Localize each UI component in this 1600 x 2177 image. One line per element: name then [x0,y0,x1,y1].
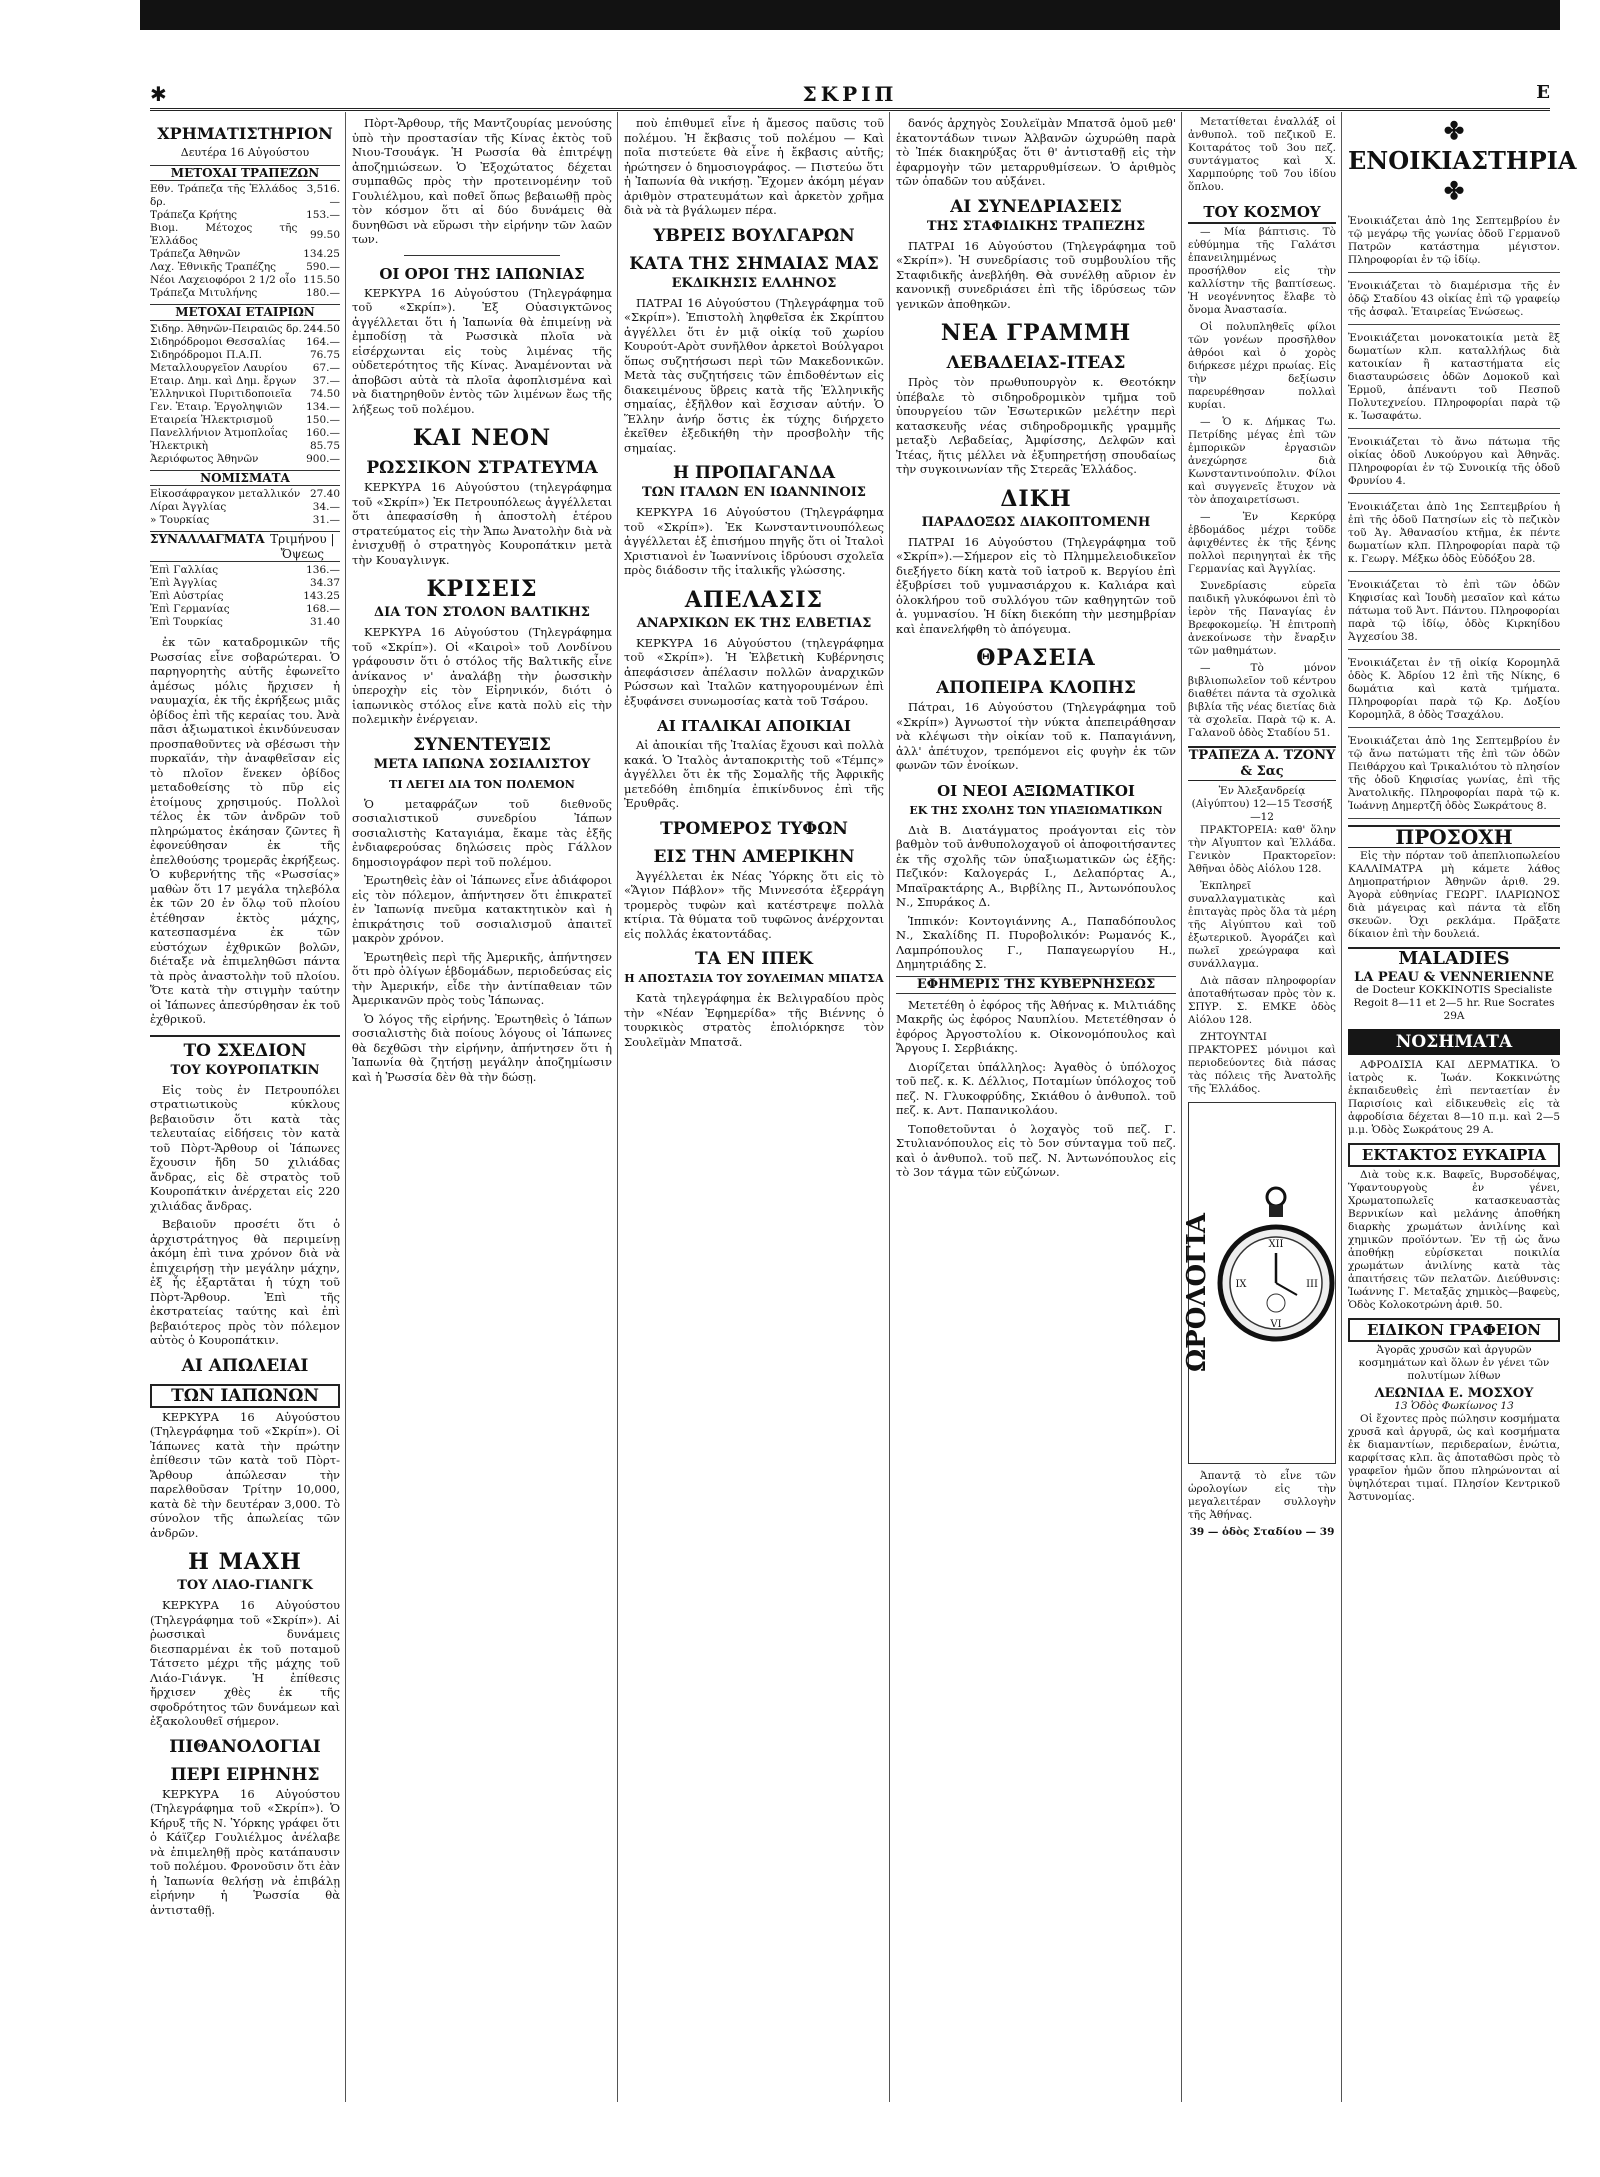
article-text: ΠΑΤΡΑΙ 16 Αὐγούστου (Τηλεγράφημα τοῦ «Σκρίπ»). Ἡ συνεδρίασις τοῦ συμβουλίου τῆς Σταφιδικῆς ἀνεβλήθη. Θὰ συνέλθῃ αὔριον ἐν κανονικῇ συνεδριάσει ἐπὶ τῆς ἱδρύσεως τῶν γενικῶν ἀποθηκῶν. [896,238,1176,311]
table-row [150,222,340,248]
article-text: Ὁ μεταφράζων τοῦ διεθνοῦς σοσιαλιστικοῦ συνεδρίου Ἰάπων σοσιαλιστὴς Καταγιάμα, ἔκαμε τὰς ἑξῆς ἐνδιαφερούσας δηλώσεις πρὸς Γάλλον δημοσιογράφον περὶ τοῦ πολέμου. [352,796,612,869]
bank-agency: ΠΡΑΚΤΟΡΕΙΑ: καθ' ὅλην τὴν Αἴγυπτον καὶ Ἑλλάδα. Γενικὸν Πρακτορεῖον: Ἀθῆναι ὁδὸς Αἰόλου 128. [1188,824,1336,875]
coins-table [150,488,340,527]
article-text: Οἱ πολυπληθεῖς φίλοι τῶν γονέων προσῆλθον ἀθρόοι καὶ ὁ χορὸς διήρκεσε μέχρι πρωίας. Εἰς τὴν δεξίωσιν παρευρέθησαν πολλαὶ κυρίαι. [1188,321,1336,411]
column-rule [345,112,346,2102]
row-value: 160.— [306,426,340,439]
table-row [150,336,340,349]
row-value: 143.25 [303,590,340,602]
row-label: Λίραι Ἀγγλίας [150,501,227,513]
headline-rent-text: ΕΝΟΙΚΙΑΣΤΗΡΙΑ [1348,146,1577,175]
table-row [150,287,340,300]
row-label: Ἀεριόφωτος Ἀθηνῶν [150,452,259,465]
headline-meetings: ΑΙ ΣΥΝΕΔΡΙΑΣΕΙΣ [950,196,1122,217]
column-4 [896,116,1176,2116]
svg-text:III: III [1306,1279,1318,1290]
article-text: Ἐρωτηθεὶς περὶ τῆς Ἀμερικῆς, ἀπήντησεν ὅτι πρὸ ὀλίγων ἑβδομάδων, περιοδεύσας εἰς τὴν Ἀμερικήν, εἶδε τὴν ἀντίπαθειαν τῶν Ἀμερικανῶν πρὸς τοὺς Ἰάπωνας. [352,949,612,1007]
headline-crisis: ΚΡΙΣΕΙΣ [426,576,538,602]
article-text: Εἰς τοὺς ἐν Πετρουπόλει στρατιωτικοὺς κύκλους βεβαιοῦσιν ὅτι κατὰ τὰς τελευταίας εἰδήσεις τὸν κατὰ τοῦ Πὸρτ-Ἄρθουρ οἱ Ἰάπωνες ἔχουσιν ἤδη 50 χιλιάδας ἄνδρας, εἰς δὲ στρατὸς τοῦ Κουροπάτκιν ἀνέρχεται εἰς 220 χιλιάδας ἄνδρας. [150,1082,340,1213]
ornament-icon: ✤ [1443,116,1465,145]
maladies-hours: Regoit 8—11 et 2—5 hr. Rue Socrates 29A [1353,997,1555,1022]
row-value: 3,516.— [306,183,340,208]
article-text: — Ἐν Κερκύρᾳ ἑβδομάδος μέχρι τοῦδε ἀφιχθέντες ἐκ τῆς ξένης πολλοὶ περιηγηταὶ ἐκ τῆς Γερμανίας καὶ Ἀγγλίας. [1188,511,1336,575]
banks-title: ΜΕΤΟΧΑΙ ΤΡΑΠΕΖΩΝ [150,165,340,182]
row-label: Λαχ. Ἐθνικῆς Τραπέζης [150,261,277,273]
article-text: Τοποθετοῦνται ὁ λοχαγὸς τοῦ πεζ. Γ. Στυλιανόπουλος εἰς τὸ 5ον σύνταγμα τοῦ πεζ. καὶ ὁ ἀνθυπολ. τοῦ πεζ. Ν. Ἀντωνόπουλος εἰς τὸ 3ον τάγμα τῶν εὐζώνων. [896,1121,1176,1179]
headline-newline: ΝΕΑ ΓΡΑΜΜΗ [940,320,1132,346]
article-text: Ὁ λόγος τῆς εἰρήνης. Ἐρωτηθεὶς ὁ Ἰάπων σοσιαλιστὴς διὰ ποίους λόγους οἱ Ἰάπωνες θὰ δεχθῶσι τὴν εἰρήνην, ἀπήντησεν ὅτι ἡ Ἰαπωνία θὰ ζητήσῃ μεγάλην ἀποζημίωσιν καὶ ἡ Ῥωσσία δὲν θὰ τὴν δώσῃ. [352,1011,612,1084]
row-label: Σιδηρόδρομοι Θεσσαλίας [150,335,286,348]
article-text: Ἐρωτηθεὶς ἐὰν οἱ Ἰάπωνες εἶνε ἀδιάφοροι εἰς τὸν πόλεμον, ἀπήντησεν ὅτι ἐπικρατεῖ ἐν Ἰαπωνίᾳ πνεῦμα κατακτητικὸν καὶ ἡ ἐπικράτησις τοῦ σοσιαλισμοῦ ἀπαιτεῖ μακρὸν χρόνον. [352,873,612,945]
headline-ipek: ΤΑ ΕΝ ΙΠΕΚ [695,949,813,969]
headline-plan: ΤΟ ΣΧΕΔΙΟΝ [150,1035,340,1061]
banks-table [150,183,340,300]
companies-table [150,323,340,466]
row-label: Σιδηρόδρομοι Π.Α.Π. [150,348,262,361]
article-text: — Ὁ κ. Δήμκας Τω. Πετρίδης μέγας ἐπὶ τῶν ἐμπορικῶν ἐργασιῶν ἀνεχώρησε διὰ Κωνσταντινούπολιν. Φίλοι καὶ συγγενεῖς ἔτυχον νὰ τὸν ἀποχαιρετίσωσι. [1188,416,1336,506]
office-name: ΛΕΩΝΙΔΑ Ε. ΜΟΣΧΟΥ [1374,1386,1534,1401]
row-label: Ἐπὶ Τουρκίας [150,616,223,628]
divider [404,255,560,256]
headline-gov: ΕΦΗΜΕΡΙΣ ΤΗΣ ΚΥΒΕΡΝΗΣΕΩΣ [896,976,1176,994]
headline-expulsion-sub: ΑΝΑΡΧΙΚΩΝ ΕΚ ΤΗΣ ΕΛΒΕΤΙΑΣ [636,615,872,631]
row-label: Γεν. Ἑταιρ. Ἐργοληψιῶν [150,400,283,413]
row-value: 27.40 [309,488,340,500]
article-text: Πάτραι, 16 Αὐγούστου (Τηλεγράφημα τοῦ «Σκρίπ») Ἀγνωστοί τὴν νύκτα ἀπεπειράθησαν νὰ κλέψωσι τὴν οἰκίαν τοῦ κ. Παπαγιάννη, ἀλλ' ἀπέτυχον, τρεπόμενοι εἰς φυγὴν ἐκ τῶν φωνῶν τῶν ἐνοίκων. [896,700,1176,772]
headline-trial-sub: ΠΑΡΑΔΟΞΩΣ ΔΙΑΚΟΠΤΟΜΕΝΗ [921,514,1151,530]
headline-army: ΚΑΙ ΝΕΟΝ [412,425,552,451]
row-label: Μεταλλουργεῖον Λαυρίου [150,361,288,374]
diseases-text: ΑΦΡΟΔΙΣΙΑ ΚΑΙ ΔΕΡΜΑΤΙΚΑ. Ὁ ἰατρὸς κ. Ἰωάν. Κοκκινώτης ἐκπαιδευθεὶς ἐπὶ πενταετίαν ἐν Παρισίοις καὶ εἰδικευθεὶς εἰς τὰ ἀφροδίσια δέχεται 8—10 π.μ. καὶ 2—5 μ.μ. Ὁδὸς Σωκράτους 29 Α. [1348,1059,1560,1136]
table-row [150,209,340,222]
bank-agents: ΖΗΤΟΥΝΤΑΙ ΠΡΑΚΤΟΡΕΣ μόνιμοι καὶ περιοδεύοντες διὰ πάσας τὰς πόλεις τῆς Ἀνατολῆς τῆς Ἑλλάδος. [1188,1031,1336,1095]
headline-peace-sub: ΠΕΡΙ ΕΙΡΗΝΗΣ [170,1764,320,1785]
row-value: 31.40 [309,616,340,628]
headline-theft: ΘΡΑΣΕΙΑ [976,645,1096,671]
article-text: ΚΕΡΚΥΡΑ 16 Αὐγούστου (Τηλεγράφημα τοῦ «Σκρίπ»). Αἱ ῥωσσικαὶ δυνάμεις διεσπαρμέναι ἐκ τοῦ ποταμοῦ Τάτσετο μέχρι τῆς μάχης τοῦ Λιάο-Γιάνγκ. Ἡ ἐπίθεσις ἤρχισεν χθὲς ἐκ τῆς σφοδρότητος τῶν δυνάμεων καὶ ἐξακολουθεῖ σήμερον. [150,1598,340,1728]
table-row [150,501,340,514]
column-6 [1348,116,1577,2116]
table-row [150,564,340,577]
watch-address: 39 — ὁδὸς Σταδίου — 39 [1189,1526,1335,1538]
row-label: Ἠλεκτρικὴ [150,439,209,452]
row-label: Τράπεζα Μιτυλήνης [150,287,258,299]
row-label: Εθν. Τράπεζα τῆς Ἑλλάδος δρ. [150,183,298,208]
row-value: 37.— [312,374,340,387]
column-rule [1341,112,1342,2102]
row-value: 164.— [306,335,340,348]
row-label: Σιδηρ. Ἀθηνῶν-Πειραιῶς δρ. [150,322,302,335]
headline-terms: ΟΙ ΟΡΟΙ ΤΗΣ ΙΑΠΩΝΙΑΣ [379,264,585,283]
fx-sub: Τριμήνου | Ὄψεως [270,532,335,561]
article-text: Συνεδρίασις εὐρεῖα παιδικῆ γλυκόφωνοι ἐπὶ τὸ ἱερὸν τῆς Παναγίας ἐν Βρεφοκομείῳ. Ἡ ἐπιτροπὴ ἀνεκοίνωσε τὴν ἔναρξιν τῶν μαθημάτων. [1188,580,1336,657]
article-text: Διὰ Β. Διατάγματος προάγονται εἰς τὸν βαθμὸν τοῦ ἀνθυπολοχαγοῦ οἱ ἀποφοιτήσαντες ἐκ τῆς σχολῆς τῶν ὑπαξιωματικῶν ὡς ἑξῆς: Πεζικόν: Καλογεράς Ι., Δελαπόρτας Α., Μπαϊρακτάρης Α., Βιρβίλης Π., Ἀντωνόπουλος Ν., Σπυράκος Δ. [896,822,1176,909]
row-label: Βιομ. Μέτοχος τῆς Ἑλλάδος [150,222,298,247]
column-rule [617,112,618,2102]
maladies-title: MALADIES [1348,947,1560,969]
row-value: 34.— [312,501,340,513]
column-rule [889,112,890,2102]
headline-insults: ΥΒΡΕΙΣ ΒΟΥΛΓΑΡΩΝ [653,225,855,246]
table-row [150,183,340,209]
row-value: 900.— [306,452,340,465]
watch-label: ΩΡΟΛΟΓΙΑ [1182,1213,1212,1373]
pocket-watch-icon [1217,1183,1335,1383]
table-row [150,362,340,375]
rent-ad: Ἐνοικιάζεται ἐν τῇ οἰκίᾳ Κορομηλᾶ ὁδὸς Κ. Ἀδρίου 12 ἐπὶ τῆς Νίκης, 6 δωμάτια καὶ κατὰ τμήματα. Πληροφορίαι παρὰ τῷ Κρ. Δοξίου Κορομηλᾶ, 8 ὁδὸς Τσαχάλου. [1348,654,1560,728]
top-dark-band [140,0,1560,30]
ornament-icon: ✤ [1443,176,1465,205]
fx-header [150,531,340,562]
row-label: Εἰκοσάφραγκον μεταλλικόν [150,488,301,500]
headline-crisis-sub: ΔΙΑ ΤΟΝ ΣΤΟΛΟΝ ΒΑΛΤΙΚΗΣ [374,605,590,620]
article-text: ΚΕΡΚΥΡΑ 16 Αὐγούστου (Τηλεγράφημα τοῦ «Σκρίπ»). Οἱ Ἰάπωνες κατὰ τὴν πρώτην ἐπίθεσιν τῶν κατὰ τοῦ Πὸρτ-Ἄρθουρ ἀπώλεσαν τὴν παρελθοῦσαν Τρίτην 10,000, κατὰ δὲ τὴν δευτέραν 3,000. Τὸ σύνολον τῆς ἀπωλείας τῶν ἀνδρῶν. [150,1409,340,1540]
headline-officers-sub: ΕΚ ΤΗΣ ΣΧΟΛΗΣ ΤΩΝ ΥΠΑΞΙΩΜΑΤΙΚΩΝ [909,803,1163,817]
table-row [150,427,340,440]
headline-army-sub: ΡΩΣΣΙΚΟΝ ΣΤΡΑΤΕΥΜΑ [366,458,598,478]
row-label: Εταιρεία Ἠλεκτρισμοῦ [150,413,273,426]
table-row [150,590,340,603]
headline-expulsion: ΑΠΕΛΑΣΙΣ [684,586,824,613]
table-row [150,603,340,616]
headline-officers: ΟΙ ΝΕΟΙ ΑΞΙΩΜΑΤΙΚΟΙ [937,781,1135,800]
article-text: — Τὸ μόνον βιβλιοπωλεῖον τοῦ κέντρου διαθέτει πάντα τὰ σχολικὰ βιβλία τῆς νέας διετίας διὰ τὰ σχολεῖα. Παρὰ τῷ κ. Α. Γαλανοῦ ὁδὸς Σταδίου 51. [1188,662,1336,739]
table-row [150,323,340,336]
headline-theft-sub: ΑΠΟΠΕΙΡΑ ΚΛΟΠΗΣ [936,678,1136,698]
stock-date: Δευτέρα 16 Αὐγούστου [180,146,310,159]
rent-ad: Ἐνοικιάζεται μονοκατοικία μετὰ ἓξ δωματίων κλπ. καταλλήλως διὰ κατοικίαν ἢ καταστήματα εἰς διασταυρώσεις ὁδῶν Δομοκοῦ καὶ Ἑρμοῦ, ἀπέναντι τοῦ Πεσποῦ Πολυτεχνείου. Πληροφορίαι παρὰ τῷ κ. Ἰωσαφάτω. [1348,329,1560,429]
watch-advertisement [1182,1102,1336,1464]
rent-ad: Ἐνοικιάζεται τὸ διαμέρισμα τῆς ἐν ὁδῷ Σταδίου 43 οἰκίας ἐπὶ τῷ γραφείῳ τῆς ἀσφαλ. Ἑταιρείας Ἑνώσεως. [1348,277,1560,325]
row-label: Ἐπὶ Ἀγγλίας [150,577,218,589]
row-label: Τράπεζα Κρήτης [150,209,238,221]
article-text: Βεβαιοῦν προσέτι ὅτι ὁ ἀρχιστράτηγος θὰ περιμείνῃ ἀκόμη ἐπὶ τινα χρόνον διὰ νὰ ἐπιχειρήσῃ τὴν μεγάλην μάχην, ἐξ ἧς ἐξαρτᾶται ἡ τύχη τοῦ Πὸρτ-Ἄρθουρ. Ἐπὶ τῆς ἐκστρατείας ταύτης καὶ ἐπὶ βεβαιότερος πρὸς τὸν πόλεμον αὐτὸς ὁ Κουροπάτκιν. [150,1217,340,1347]
headline-rent [1348,116,1577,206]
headline-peace: ΠΙΘΑΝΟΛΟΓΙΑΙ [169,1736,321,1757]
masthead-title: ΣΚΡΙΠ [802,82,898,106]
headline-chance: ΕΚΤΑΚΤΟΣ ΕΥΚΑΙΡΙΑ [1348,1143,1560,1167]
row-value: 134.— [306,400,340,413]
headline-world: ΤΟΥ ΚΟΣΜΟΥ [1188,202,1336,224]
article-text: δανός ἀρχηγὸς Σουλεϊμὰν Μπατσᾶ ὁμοῦ μεθ' ἑκατοντάδων τινων Ἀλβανῶν ὠχυρώθη παρὰ τὸ Ἰπέκ διακηρύξας ὅτι θ' ἀντισταθῇ εἰς τὴν ἐφαρμογὴν τῶν μεταρρυθμίσεων. Ὁ ἀριθμὸς τῶν ὀπαδῶν του αὐξάνει. [896,116,1176,188]
bank-location: Ἐν Ἀλεξανδρείᾳ (Αἰγύπτου) 12—15 Τεσσήξ—12 [1191,785,1333,823]
article-text: ΚΕΡΚΥΡΑ 16 Αὐγούστου (Τηλεγράφημα τοῦ «Σκρίπ»). Ἐκ Κωνσταντινουπόλεως ἀγγέλλεται ἐξ ἐπισήμου πηγῆς ὅτι οἱ Ἰταλοὶ Χριστιανοὶ ἐν Ἰωαννίνοις ἱδρύουσι σχολεῖα πρὸς διάδοσιν τῆς ἰταλικῆς γλώσσης. [624,505,884,577]
row-value: 76.75 [309,348,340,361]
headline-losses: ΑΙ ΑΠΩΛΕΙΑΙ [181,1355,309,1376]
row-value: 85.75 [309,439,340,452]
headline-propaganda-sub: ΤΩΝ ΙΤΑΛΩΝ ΕΝ ΙΩΑΝΝΙΝΟΙΣ [642,485,866,500]
maladies-sub: LA PEAU & VENNERIENNE [1354,970,1554,985]
table-row [150,401,340,414]
rent-ad: Ἐνοικιάζεται τὸ ἐπὶ τῶν ὁδῶν Κηφισίας καὶ Ἰουδὴ μεσαῖον καὶ κάτω πάτωμα τοῦ Ἀντ. Πάντου. Πληροφορίαι παρὰ τῷ ἰδίῳ, ὁδὸς Κιρκηίδου Ἀγχεσίου 38. [1348,576,1560,650]
article-text: Πὸρτ-Ἄρθουρ, τῆς Μαντζουρίας μενούσης ὑπὸ τὴν προστασίαν τῆς Κίνας ἐκτὸς τοῦ Νιου-Τσουάγκ. Ἡ Ρωσσία θὰ ἐπιτρέψῃ ἀποζημιώσεων. Ὁ Ἐξοχώτατος δέχεται συμπαθῶς πρὸς τὴν προτεινομένην τοῦ Γουλιέλμου, καὶ ποθεῖ ὅπως βεβαιωθῇ πρὸς τὸν κόσμον ὅτι αἱ δύο δυνάμεις θὰ δυνηθῶσι νὰ εὕρωσι τὴν εἰρήνην τῶν λαῶν των. [352,116,612,246]
row-value: 67.— [312,361,340,374]
table-row [150,375,340,388]
column-3 [624,116,884,2116]
bank-services: Ἐκπληρεῖ συναλλαγματικὰς καὶ ἐπιταγὰς πρὸς ὅλα τὰ μέρη τῆς Αἰγύπτου καὶ τοῦ ἐξωτερικοῦ. Ἀγοράζει καὶ πωλεῖ χρεώγραφα καὶ συνάλλαγμα. [1188,880,1336,970]
bank-note: Διὰ πᾶσαν πληροφορίαν ἀποταθήτωσαν πρὸς τὸν κ. ΣΠΥΡ. Σ. ΕΜΚΕ ὁδὸς Αἰόλου 128. [1188,975,1336,1026]
row-value: 34.37 [309,577,340,589]
rent-list [1348,212,1560,819]
rent-ad: Ἐνοικιάζεται ἀπὸ 1ης Σεπτεμβρίου ἐν τῷ ἄνω πατώματι τῆς ἐπὶ τῶν ὁδῶν Πειθάρχου καὶ Τρικαλιότου τὸ πλησίον τῆς ὁδοῦ Κηφισίας γωνίας, ἐπὶ τῆς Ἀνατολικῆς. Πληροφορίαι παρὰ τῷ κ. Ἰωάννῃ Δημερτζῆ ὁδὸς Σωκράτους 8. [1348,732,1560,819]
svg-text:XII: XII [1268,1239,1284,1250]
row-value: 150.— [306,413,340,426]
coins-title: ΝΟΜΙΣΜΑΤΑ [150,470,340,487]
table-row [150,488,340,501]
chance-text: Διὰ τοὺς κ.κ. Βαφεῖς, Βυρσοδέψας, Ὑφαντουργοὺς ἐν γένει, Χρωματοπωλεῖς κατασκευαστὰς Βερνικίων καὶ μελάνης ἀποθήκη διαρκὴς χρωμάτων ἀνιλίνης καὶ χημικῶν προϊόντων. Ἐν τῇ ὡς ἄνω ἀποθήκῃ εὑρίσκεται ποικιλία χρωμάτων ἀνιλίνης κατὰ τὰς ἀπαιτήσεις τῶν πελατῶν. Διεύθυνσις: Ἰωάννης Γ. Μεταξᾶς χημικὸς—βαφεὺς, Ὁδὸς Κολοκοτρώνη ἀριθ. 50. [1348,1169,1560,1311]
article-text: Ἀγγέλλεται ἐκ Νέας Ὑόρκης ὅτι εἰς τὸ «Ἅγιον Πάβλον» τῆς Μιννεσότα ἐξερράγη τρομερὸς τυφὼν καὶ κατέστρεψε πολλὰ κτίρια. Τὰ θύματα τοῦ τυφῶνος ἀνέρχονται εἰς πολλάς ἑκατοντάδας. [624,868,884,941]
table-row [150,248,340,261]
article-text: Αἱ ἀποικίαι τῆς Ἰταλίας ἔχουσι καὶ πολλὰ κακά. Ὁ Ἰταλὸς ἀνταποκριτὴς τοῦ «Τέμπς» ἀγγέλλει ὅτι ἐκ τῆς Σομαλῆς τῆς Ἀφρικῆς μετεδόθη ἐπιδημία ἐπικίνδυνος ἐπὶ τῆς Ἐρυθρᾶς. [624,738,884,810]
headline-insults-sub: ΚΑΤΑ ΤΗΣ ΣΗΜΑΙΑΣ ΜΑΣ [629,253,879,274]
row-label: Εταιρ. Δημ. καὶ Δημ. ἔργων [150,374,297,387]
row-value: 590.— [306,261,340,273]
article-text: ΚΕΡΚΥΡΑ 16 Αὐγούστου (τηλεγράφημα τοῦ «Σκρίπ») Ἐκ Πετρουπόλεως ἀγγέλλεται ὅτι ἀπεφασίσθη ἡ ἀποστολὴ ἑτέρου στρατεύματος εἰς τὴν Ἄπω Ἀνατολὴν διὰ νὰ ἐνισχυθῇ ὁ στρατηγὸς Κουροπάτκιν μετὰ τὴν Κουαγλινγκ. [352,480,612,567]
svg-text:VI: VI [1270,1319,1282,1330]
table-row [150,577,340,590]
article-text: Διορίζεται ὑπάλληλος: Ἀγαθὸς ὁ ὑπόλοχος τοῦ πεζ. κ. Κ. Δέλλιος, Ποταμίων ὑπόλοχος τοῦ πεζ. Ν. Γλυκοφρύδης, Σκιάθου ὁ ἀνθυπολ. τοῦ πεζ. κ. Αντ. Παπανικολάου. [896,1059,1176,1117]
column-rule [1181,112,1182,2102]
headline-plan-sub: ΤΟΥ ΚΟΥΡΟΠΑΤΚΙΝ [170,1062,320,1078]
article-text: ΚΕΡΚΥΡΑ 16 Αὐγούστου (Τηλεγράφημα τοῦ «Σκρίπ»). Ἐξ Οὐασιγκτῶνος ἀγγέλλεται ὅτι ἡ Ἰαπωνία θὰ ἐπιμείνῃ νὰ ἐμποδίσῃ τὰ Ρωσσικὰ πλοῖα νὰ εἰσέρχωνται εἰς τοὺς λιμένας τῆς οὐδετερότητος τῆς Κίνας. Ἀναμένονται νὰ ἀποβῶσι αὐτὰ τὰ πλοῖα ἀφοπλισμένα καὶ νὰ διατηρηθοῦν ἐντὸς τῶν λιμένων ἕως τῆς λήξεως τοῦ πολέμου. [352,285,612,416]
headline-ipek-sub: Η ΑΠΟΣΤΑΣΙΑ ΤΟΥ ΣΟΥΛΕΙΜΑΝ ΜΠΑΤΣΑ [624,972,884,985]
table-row [150,616,340,629]
office-text-2: Οἱ ἔχοντες πρὸς πώλησιν κοσμήματα χρυσᾶ καὶ ἀργυρᾶ, ὡς καὶ κοσμήματα ἐκ διαμαντίων, περιδεραίων, ἐνώτια, καρφίτσας κλπ. ἃς ἀποταθῶσι πρὸς τὸ γραφεῖον ἡμῶν ὅπου πληρώνονται αἱ ὑψηλότεραι τιμαί. Πλησίον Κεντρικοῦ Ἀστυνομίας. [1348,1413,1560,1503]
row-label: Ἐπὶ Αὐστρίας [150,590,224,602]
headline-notice: ΠΡΟΣΟΧΗ [1348,825,1560,848]
headline-meeting-sub: ΜΕΤΑ ΙΑΠΩΝΑ ΣΟΣΙΑΛΙΣΤΟΥ [373,756,591,772]
row-value: 134.25 [303,248,340,260]
table-row [150,514,340,527]
headline-trial: ΔΙΚΗ [1000,485,1072,512]
row-label: Ἐπὶ Γαλλίας [150,564,219,576]
row-value: 74.50 [309,387,340,400]
fx-table [150,564,340,629]
svg-text:IX: IX [1235,1279,1247,1290]
row-value: 99.50 [309,228,340,241]
headline-typhoon-sub: ΕΙΣ ΤΗΝ ΑΜΕΡΙΚΗΝ [653,846,855,867]
rent-ad: Ἐνοικιάζεται τὸ ἄνω πάτωμα τῆς οἰκίας ὁδοῦ Λυκούργου καὶ Ἀθηνᾶς. Πληροφορίαι ἐν τῷ Συνοικίᾳ τῆς ὁδοῦ Φρυνίου 4. [1348,433,1560,494]
table-row [150,414,340,427]
headline-battle-sub: ΤΟΥ ΛΙΑΟ-ΓΙΑΝΓΚ [177,1578,313,1593]
article-text: Μετετέθη ὁ ἐφόρος τῆς Ἀθήνας κ. Μιλτιάδης Μακρῆς ὡς ἐφόρος Ναυπλίου. Μετετέθησαν ὁ ἐφόρος Ἀργοστολίου κ. Οἰκονομόπουλος καὶ Ἄργους Ι. Σερβιάκης. [896,997,1176,1055]
headline-italian: ΑΙ ΙΤΑΛΙΚΑΙ ΑΠΟΙΚΙΑΙ [657,717,851,735]
row-label: Ἐπὶ Γερμανίας [150,603,230,615]
article-text: ΚΕΡΚΥΡΑ 16 Αὐγούστου (τηλεγράφημα τοῦ «Σκρίπ»). Ἡ Ἑλβετικὴ Κυβέρνησις ἀπεφάσισεν ἀπέλασιν πολλῶν ἀναρχικῶν Ρώσσων καὶ Ἰταλῶν κατηγορουμένων ἐπὶ ἐξυφάνσει συνωμοσίας κατὰ τοῦ Τσάρου. [624,635,884,708]
headline-insults-sub2: ΕΚΔΙΚΗΣΙΣ ΕΛΛΗΝΟΣ [671,275,837,291]
masthead-star: ✱ [150,82,167,106]
table-row [150,388,340,401]
table-row [150,274,340,287]
article-text: ΠΑΤΡΑΙ 16 Αὐγούστου (Τηλεγράφημα τοῦ «Σκρίπ»).—Σήμερον εἰς τὸ Πλημμελειοδικεῖον διεξήγετο δίκη κατὰ τοῦ ἰατροῦ κ. Βεργίου ἐπὶ ἐξυβρίσει τοῦ γυμνασιάρχου κ. Καλιάρα καὶ ὁλοκλήρου τοῦ συλλόγου τῶν καθηγητῶν τοῦ ἀ. γυμνασίου. Ἡ δίκη διεκόπη τὴν μεσημβρίαν καὶ ἐπανελήφθη τὸ ἀπόγευμα. [896,534,1176,636]
headline-meetings-sub: ΤΗΣ ΣΤΑΦΙΔΙΚΗΣ ΤΡΑΠΕΖΗΣ [926,218,1146,234]
row-label: Ἑλληνικοὶ Πυριτιδοποιεῖα [150,387,292,400]
row-value: 153.— [306,209,340,221]
article-text: ΠΑΤΡΑΙ 16 Αὐγούστου (Τηλεγράφημα τοῦ «Σκρίπ»). Ἐπιστολὴ ληφθεῖσα ἐκ Σκρίπτου ἀγγέλλει ὅτι ἐν μιᾷ οἰκίᾳ τοῦ χωρίου Κουρούτ-Αρὸτ συνῆλθον ἀρκετοὶ Βούλγαροι ὅπως συζητήσωσι περὶ τῶν Μακεδονικῶν. Μετὰ τὰς συζητήσεις τῶν ἐπιδοθέντων εἰς διακειμένους ὕβρεις κατὰ τῆς Ἑλληνικῆς σημαίας, ἐξῆλθον καὶ ἔσχισαν αὐτήν. Ὁ Ἕλλην ἀνήρ ὅστις ἐκ τύχης διήρχετο ἐκεῖθεν ἐξεδικήθη τὴν προσβολὴν τῆς σημαίας. [624,295,884,455]
row-value: 244.50 [303,322,340,335]
column-5 [1182,116,1336,2116]
article-text: ἐκ τῶν καταδρομικῶν τῆς Ρωσσίας εἶνε σοβαρώτεραι. Ὁ παρηγορητὴς αὐτῆς ἐφωνεῖτο ἀμέσως μόλις ἤρχισεν ἡ ναυμαχία, ἐκ τῆς ἐκρήξεως μιᾶς ὀβίδος ἐπὶ τῆς κεραίας του. Ἀνὰ πᾶσι ἀξιωματικοὶ ἐκινδύνευσαν προσπαθοῦντες νὰ σβέσωσι τὴν πυρκαϊάν, τὴν ἀναφθεῖσαν εἰς τὸ πλοῖον ἕνεκεν ὀβίδος μεταδοθείσης τὸ πῦρ εἰς ἑτοίμους χρησιμούς. Πολλοὶ τέλος ἐκ τῶν ἀνδρῶν τοῦ πληρώματος ἐκάησαν ζῶντες ἢ ἐφονεύθησαν ἐκ τῆς ἐπελθούσης τρομερᾶς ἐκρήξεως. Ὁ κυβερνήτης τῆς «Ρωσσίας» μαθὼν ὅτι 17 μεγάλα τηλεβόλα ἐκ τῶν 20 ἐν ὅλῳ τοῦ πλοίου ἐτέθησαν ἐκτὸς μάχης, κατεσπασμένα ἐκ τῶν εὐστόχων ἐχθρικῶν βολῶν, διέταξε νὰ ἐπιμεληθῶσι πάντα τὰ πρὸς ἀναστολὴν τοῦ πλοίου. Ὅτε κατὰ τὴν στιγμὴν ταύτην οἱ Ἰάπωνες ἀπεσύρθησαν ἐκ τοῦ ἐχθρικοῦ. [150,635,340,1026]
page-number: Ε [1536,82,1550,103]
article-text: Μετατίθεται ἐναλλάξ οἱ ἀνθυπολ. τοῦ πεζικοῦ Ε. Κοιταράτος τοῦ 3ου πεζ. συντάγματος καὶ Χ. Χαρμπούρης τοῦ 7ου ἰδίου ὅπλου. [1188,116,1336,193]
row-value: 31.— [312,514,340,526]
row-label: Τράπεζα Ἀθηνῶν [150,248,241,260]
table-row [150,440,340,453]
article-text: ΚΕΡΚΥΡΑ 16 Αὐγούστου (Τηλεγράφημα τοῦ «Σκρίπ»). Οἱ «Καιροὶ» τοῦ Λονδίνου γράφουσιν ὅτι ὁ στόλος τῆς Βαλτικῆς εἶνε ἀνίκανος ν' ἀναλάβῃ τὴν ῥωσσικὴν ὑπεροχὴν εἰς τὸν Εἰρηνικόν, διότι ὁ ἰαπωνικὸς στόλος εἶνε κατὰ πολὺ εἰς τὴν πολεμικὴν ἐνέργειαν. [352,625,612,726]
table-row [150,261,340,274]
article-text: ποὺ ἐπιθυμεῖ εἶνε ἡ ἄμεσος παῦσις τοῦ πολέμου. Ἡ ἔκβασις τοῦ πολέμου — Καὶ ποῖα πιστεύετε θὰ εἶνε ἡ ἔκβασις αὐτῆς; ἠρώτησεν ὁ δημοσιογράφος. — Πιστεύω ὅτι ἡ Ἰαπωνία θὰ νικήσῃ. Ἔχομεν ἀκόμη μέγαν ἀριθμὸν στρατευμάτων καὶ ἀρκετὸν χρῆμα διὰ νὰ τὰ βγάλωμεν πέρα. [624,116,884,217]
maladies-doctor: de Docteur KOKKINOTIS Specialiste [1355,984,1553,996]
headline-office: ΕΙΔΙΚΟΝ ΓΡΑΦΕΙΟΝ [1348,1318,1560,1342]
article-text: Ἱππικόν: Κοντογιάννης Α., Παπαδόπουλος Ν., Σκαλίδης Π. Πυροβολικόν: Ρωμανός Κ., Λαμπρόπουλος Γ., Παπαγεωργίου Η., Δημητριάδης Σ. [896,913,1176,971]
article-text: Κατὰ τηλεγράφημα ἐκ Βελιγραδίου πρὸς τὴν «Νέαν Ἐφημερίδα» τῆς Βιέννης ὁ τουρκικὸς στρατὸς ἐπολιόρκησε τὸν Σουλεϊμὰν Μπατσᾶ. [624,991,884,1049]
headline-battle: Η ΜΑΧΗ [188,1549,302,1575]
table-row [150,349,340,362]
article-text: Πρὸς τὸν πρωθυπουργὸν κ. Θεοτόκην ὑπέβαλε τὸ σιδηροδρομικὸν τμῆμα τοῦ ὑπουργείου τῶν Ἐσωτερικῶν μελέτην περὶ κατασκευῆς νέας σιδηροδρομικῆς γραμμῆς μεταξὺ Λεβαδείας, Ἀμφίσσης, Δελφῶν καὶ Ἰτέας, ἥτις μέλλει νὰ ἐξυπηρετήσῃ σπουδαίως τὴν συγκοινωνίαν τῆς Στερεᾶς Ἑλλάδος. [896,375,1176,476]
headline-meeting-sub2: ΤΙ ΛΕΓΕΙ ΔΙΑ ΤΟΝ ΠΟΛΕΜΟΝ [389,777,575,791]
rent-ad: Ἐνοικιάζεται ἀπὸ 1ης Σεπτεμβρίου ἐν τῷ μεγάρῳ τῆς γωνίας ὁδοῦ Γερμανοῦ Πατρῶν κατάστημα μέγιστον. Πληροφορίαι ἐν τῷ ἰδίῳ. [1348,212,1560,273]
column-2 [352,116,612,2116]
article-text: ΚΕΡΚΥΡΑ 16 Αὐγούστου (Τηλεγράφημα τοῦ «Σκρίπ»). Ὁ Κήρυξ τῆς Ν. Ὑόρκης γράφει ὅτι ὁ Κάϊζερ Γουλιέλμος ἀνέλαβε νὰ ἐπιμεληθῇ πρὸς κατάπαυσιν τοῦ πολέμου. Φρονοῦσιν ὅτι ἐὰν ἡ Ἰαπωνία θελήσῃ νὰ ἐπιβάλῃ εἰρήνην ἡ Ῥωσσία θὰ ἀντισταθῇ. [150,1786,340,1917]
office-text: Ἀγορᾶς χρυσῶν καὶ ἀργυρῶν κοσμημάτων καὶ ὅλων ἐν γένει τῶν πολυτίμων λίθων [1358,1344,1550,1382]
row-value: 115.50 [303,274,340,286]
fx-title: ΣΥΝΑΛΛΑΓΜΑΤΑ [150,532,265,546]
row-value: 136.— [306,564,340,576]
headline-losses-sub: ΤΩΝ ΙΑΠΩΝΩΝ [150,1384,340,1408]
column-1 [150,116,340,2116]
headline-typhoon: ΤΡΟΜΕΡΟΣ ΤΥΦΩΝ [660,818,848,839]
rent-ad: Ἐνοικιάζεται ἀπὸ 1ης Σεπτεμβρίου ἡ ἐπὶ τῆς ὁδοῦ Πατησίων εἰς τὸ πεζικὸν τοῦ Ἀγ. Ἀθανασίου κτῆμα, ἐκ πέντε δωματίων κλπ. Πληροφορίαι παρὰ τῷ κ. Γεωργ. Μέξκω ὁδὸς Εὐδόξου 28. [1348,498,1560,572]
row-label: Πανελλήνιον Ἀτμοπλοΐας [150,426,288,439]
headline-diseases: ΝΟΣΗΜΑΤΑ [1348,1029,1560,1055]
watch-caption: Ἀπαντᾷ τὸ εἶνε τῶν ὡρολογίων εἰς τὴν μεγαλειτέραν συλλογὴν τῆς Ἀθήνας. [1188,1470,1336,1521]
headline-meeting: ΣΥΝΕΝΤΕΥΞΙΣ [413,734,551,755]
row-label: » Τουρκίας [150,514,210,526]
companies-title: ΜΕΤΟΧΑΙ ΕΤΑΙΡΙΩΝ [150,304,340,321]
office-address: 13 Ὁδὸς Φωκίωνος 13 [1394,1400,1514,1412]
headline-bank: ΤΡΑΠΕΖΑ Α. ΤΖΟΝΥ & Σας [1188,748,1336,779]
row-label: Νέοι Λαχειοφόροι 2 1/2 οἷο [150,274,296,286]
masthead [150,82,1550,111]
headline-newline-sub: ΛΕΒΑΔΕΙΑΣ-ΙΤΕΑΣ [946,353,1126,373]
stock-exchange-title: ΧΡΗΜΑΤΙΣΤΗΡΙΟΝ [157,124,333,143]
row-value: 180.— [306,287,340,299]
notice-text: Εἰς τὴν πόρταν τοῦ ἀπεπλιοπωλείου ΚΑΛΛΙΜΑΤΡΑ μὴ κάμετε λάθος Δημοπρατήριον Ἀθηνῶν ἀριθ. 29. Ἀγορὰ εὐθηνίας ΓΕΩΡΓ. ΙΛΑΡΙΩΝΟΣ διὰ μάγειρας καὶ πάντα τὰ εἴδη σκευῶν. Ὀχι ρεκλάμα. Πρᾶξατε δίκαιον ἐπὶ τὴν δουλειά. [1348,850,1560,940]
article-text: — Μία βάπτισις. Τὸ εὐθύμημα τῆς Γαλάτσι ἐπανειλημμένως προσήλθον εἰς τὴν καλλίστην τῆς βαπτίσεως. Ἡ νεογέννητος ἔλαβε τὸ ὄνομα Ἀναστασία. [1188,226,1336,316]
headline-propaganda: Η ΠΡΟΠΑΓΑΝΔΑ [672,463,836,483]
row-value: 168.— [306,603,340,615]
table-row [150,453,340,466]
